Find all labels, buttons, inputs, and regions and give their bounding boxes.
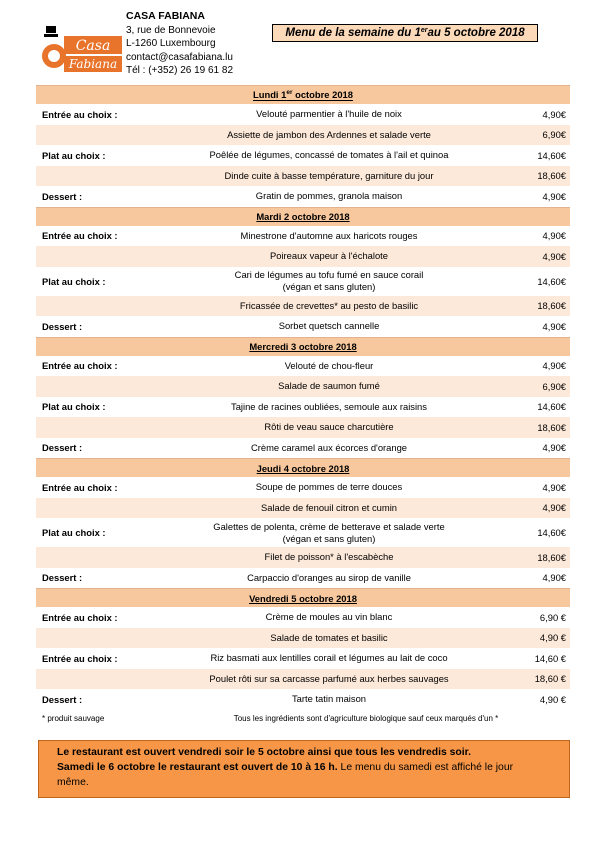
item-price: 4,90€: [496, 498, 570, 519]
footnote-wild: * produit sauvage: [42, 714, 105, 723]
weekly-menu-table: [36, 85, 570, 728]
restaurant-address: [126, 10, 233, 78]
item-dish-name: Gratin de pommes, granola maison: [255, 190, 403, 202]
item-dish-name: Salade de tomates et basilic: [270, 631, 388, 643]
info-line-3: même.: [57, 777, 89, 788]
item-category: [36, 417, 162, 438]
item-dish: [162, 267, 496, 296]
item-category: Plat au choix :: [42, 527, 106, 538]
item-dish: [162, 568, 496, 589]
item-dish: [162, 628, 496, 649]
item-dish: [162, 166, 496, 187]
menu-item-row: [36, 104, 570, 125]
menu-item-row: [36, 547, 570, 568]
footnote-row: [36, 710, 570, 728]
item-category: [36, 125, 162, 146]
item-category: Dessert :: [42, 190, 83, 202]
item-dish-note: (végan et sans gluten): [282, 532, 376, 544]
item-category: [36, 296, 162, 317]
item-dish: [162, 145, 496, 166]
footnote-organic: Tous les ingrédients sont d'agriculture biologique sauf ceux marqués d'un *: [233, 714, 499, 723]
item-category: Plat au choix :: [42, 401, 106, 413]
info-saturday-menu: Le menu du samedi est affiché le jour: [337, 762, 514, 773]
day-header: [36, 459, 570, 478]
casa-fabiana-logo: [40, 22, 124, 74]
item-price: 6,90€: [496, 376, 570, 397]
phone: Tél : (+352) 26 19 61 82: [126, 65, 234, 77]
item-price: 14,60€: [537, 149, 566, 161]
item-dish-name: Filet de poisson* à l'escabèche: [264, 551, 394, 563]
item-dish: [162, 547, 496, 568]
item-dish: [162, 689, 496, 710]
item-category: [36, 669, 162, 690]
day-header: [36, 337, 570, 356]
item-dish: [162, 186, 496, 207]
menu-item-row: [36, 316, 570, 337]
day-label: Vendredi 5 octobre 2018: [249, 592, 357, 604]
item-price: 18,60€: [496, 417, 570, 438]
item-dish: [162, 477, 496, 498]
menu-item-row: [36, 477, 570, 498]
item-category: [36, 246, 162, 267]
item-dish-name: Dinde cuite à basse température, garniture du jour: [224, 169, 434, 181]
item-category: Plat au choix :: [42, 275, 106, 287]
item-dish-name: Soupe de pommes de terre douces: [255, 481, 403, 493]
item-category: [36, 498, 162, 519]
item-category: Entrée au choix :: [42, 611, 118, 623]
item-price: 18,60 €: [496, 669, 570, 690]
item-dish: [162, 104, 496, 125]
day-label-sup: er: [286, 89, 293, 97]
item-dish-name: Velouté de chou-fleur: [284, 359, 374, 371]
item-dish: [162, 226, 496, 247]
item-dish-name: Rôti de veau sauce charcutière: [264, 421, 394, 433]
svg-text:Fabiana: Fabiana: [68, 57, 118, 71]
menu-item-row: [36, 246, 570, 267]
item-dish-name: Tarte tatin maison: [292, 693, 366, 705]
menu-item-row: [36, 226, 570, 247]
item-dish-name: Velouté parmentier à l'huile de noix: [256, 108, 402, 120]
item-dish: [162, 498, 496, 519]
page-header: [0, 0, 600, 84]
item-dish-name: Salade de saumon fumé: [278, 380, 380, 392]
item-dish: [162, 669, 496, 690]
item-price: 4,90 €: [539, 693, 566, 705]
item-dish: [162, 316, 496, 337]
menu-item-row: [36, 125, 570, 146]
item-dish: [162, 356, 496, 377]
item-price: 4,90 €: [496, 628, 570, 649]
item-price: 4,90€: [542, 360, 566, 372]
item-dish: [162, 518, 496, 547]
day-header: [36, 207, 570, 226]
day-header-row: [36, 207, 570, 226]
day-label: Jeudi 4 octobre 2018: [256, 462, 350, 474]
menu-item-row: [36, 166, 570, 187]
item-category: Entrée au choix :: [42, 360, 118, 372]
menu-item-row: [36, 628, 570, 649]
item-dish: [162, 607, 496, 628]
item-dish-name: Galettes de polenta, crème de betterave et salade verte: [213, 520, 445, 532]
item-dish-name: Carpaccio d'oranges au sirop de vanille: [247, 571, 411, 583]
menu-item-row: [36, 648, 570, 669]
item-dish-name: Poulet rôti sur sa carcasse parfumé aux herbes sauvages: [209, 672, 449, 684]
menu-title-text: Menu de la semaine du 1: [285, 27, 421, 39]
menu-title-sup: er: [420, 26, 428, 34]
item-category: Entrée au choix :: [42, 230, 118, 242]
item-price: 18,60€: [496, 296, 570, 317]
item-price: 6,90€: [496, 125, 570, 146]
item-price: 4,90€: [542, 481, 566, 493]
item-dish-name: Salade de fenouil citron et cumin: [260, 501, 398, 513]
item-category: Dessert :: [42, 693, 83, 705]
menu-item-row: [36, 356, 570, 377]
item-dish-name: Cari de légumes au tofu fumé en sauce corail: [234, 269, 424, 280]
item-price: 14,60€: [537, 275, 566, 287]
menu-item-row: [36, 376, 570, 397]
info-line-2: [57, 760, 561, 775]
item-dish: [162, 648, 496, 669]
menu-item-row: [36, 296, 570, 317]
day-header-row: [36, 459, 570, 478]
opening-info-box: [38, 740, 570, 798]
item-category: [36, 166, 162, 187]
item-dish: [162, 246, 496, 267]
item-dish-name: Poireaux vapeur à l'échalote: [269, 250, 388, 262]
day-label: Mercredi 3 octobre 2018: [249, 341, 357, 352]
menu-item-row: [36, 607, 570, 628]
item-category: Entrée au choix :: [42, 481, 118, 493]
info-line-1: Le restaurant est ouvert vendredi soir le 5 octobre ainsi que tous les vendredis soir.: [57, 747, 472, 758]
item-category: Dessert :: [42, 572, 83, 584]
item-price: 14,60€: [537, 527, 566, 538]
menu-title: [272, 24, 538, 42]
menu-item-row: [36, 669, 570, 690]
menu-item-row: [36, 498, 570, 519]
day-header-row: [36, 86, 570, 105]
item-dish-name: Fricassée de crevettes* au pesto de basilic: [239, 299, 419, 311]
item-price: 18,60€: [496, 547, 570, 568]
item-dish-name: Crème caramel aux écorces d'orange: [250, 441, 408, 453]
item-dish: [162, 125, 496, 146]
item-price: 4,90€: [496, 246, 570, 267]
info-saturday-hours: Samedi le 6 octobre le restaurant est ouvert de 10 à 16 h.: [57, 762, 338, 773]
day-label: Lundi 1: [253, 89, 287, 101]
item-dish-name: Poêlée de légumes, concassé de tomates à l'ail et quinoa: [209, 149, 449, 161]
day-header-row: [36, 337, 570, 356]
item-category: Entrée au choix :: [42, 652, 118, 664]
item-price: 4,90€: [542, 572, 566, 584]
item-category: [36, 628, 162, 649]
day-header: [36, 86, 570, 105]
item-dish-name: Assiette de jambon des Ardennes et salade verte: [227, 128, 431, 140]
item-dish: [162, 376, 496, 397]
street: 3, rue de Bonnevoie: [126, 24, 216, 36]
item-price: 18,60€: [496, 166, 570, 187]
item-price: 4,90€: [542, 108, 566, 120]
city: L-1260 Luxembourg: [126, 38, 216, 50]
item-price: 4,90€: [542, 320, 566, 332]
item-category: [36, 547, 162, 568]
menu-item-row: [36, 689, 570, 710]
day-header-row: [36, 589, 570, 608]
item-dish-name: Minestrone d'automne aux haricots rouges: [240, 229, 418, 241]
item-price: 14,60€: [537, 401, 566, 413]
restaurant-name: CASA FABIANA: [126, 10, 205, 22]
item-dish-note: (végan et sans gluten): [282, 281, 376, 292]
day-header: [36, 589, 570, 608]
item-price: 4,90€: [542, 230, 566, 242]
item-dish-name: Crème de moules au vin blanc: [265, 611, 393, 623]
item-category: Plat au choix :: [42, 149, 106, 161]
item-dish: [162, 397, 496, 418]
menu-item-row: [36, 568, 570, 589]
item-category: Dessert :: [42, 320, 83, 332]
item-category: Entrée au choix :: [42, 108, 118, 120]
day-label: Mardi 2 octobre 2018: [256, 211, 350, 222]
item-dish-name: Riz basmati aux lentilles corail et légumes au lait de coco: [210, 652, 448, 664]
menu-item-row: [36, 518, 570, 547]
item-dish-name: Sorbet quetsch cannelle: [278, 320, 380, 332]
item-dish: [162, 417, 496, 438]
svg-text:Casa: Casa: [75, 38, 111, 54]
menu-item-row: [36, 145, 570, 166]
menu-title-end: au 5 octobre 2018: [427, 27, 525, 39]
item-price: 14,60 €: [534, 652, 566, 664]
menu-item-row: [36, 267, 570, 296]
menu-item-row: [36, 417, 570, 438]
item-category: Dessert :: [42, 442, 83, 454]
item-category: [36, 376, 162, 397]
item-price: 6,90 €: [539, 611, 566, 623]
email[interactable]: contact@casafabiana.lu: [126, 51, 233, 63]
item-dish-name: Tajine de racines oubliées, semoule aux raisins: [231, 400, 427, 412]
menu-item-row: [36, 397, 570, 418]
menu-item-row: [36, 438, 570, 459]
item-dish: [162, 296, 496, 317]
item-dish: [162, 438, 496, 459]
item-price: 4,90€: [542, 190, 566, 202]
item-price: 4,90€: [542, 442, 566, 454]
day-label-end: octobre 2018: [292, 89, 353, 101]
menu-item-row: [36, 186, 570, 207]
